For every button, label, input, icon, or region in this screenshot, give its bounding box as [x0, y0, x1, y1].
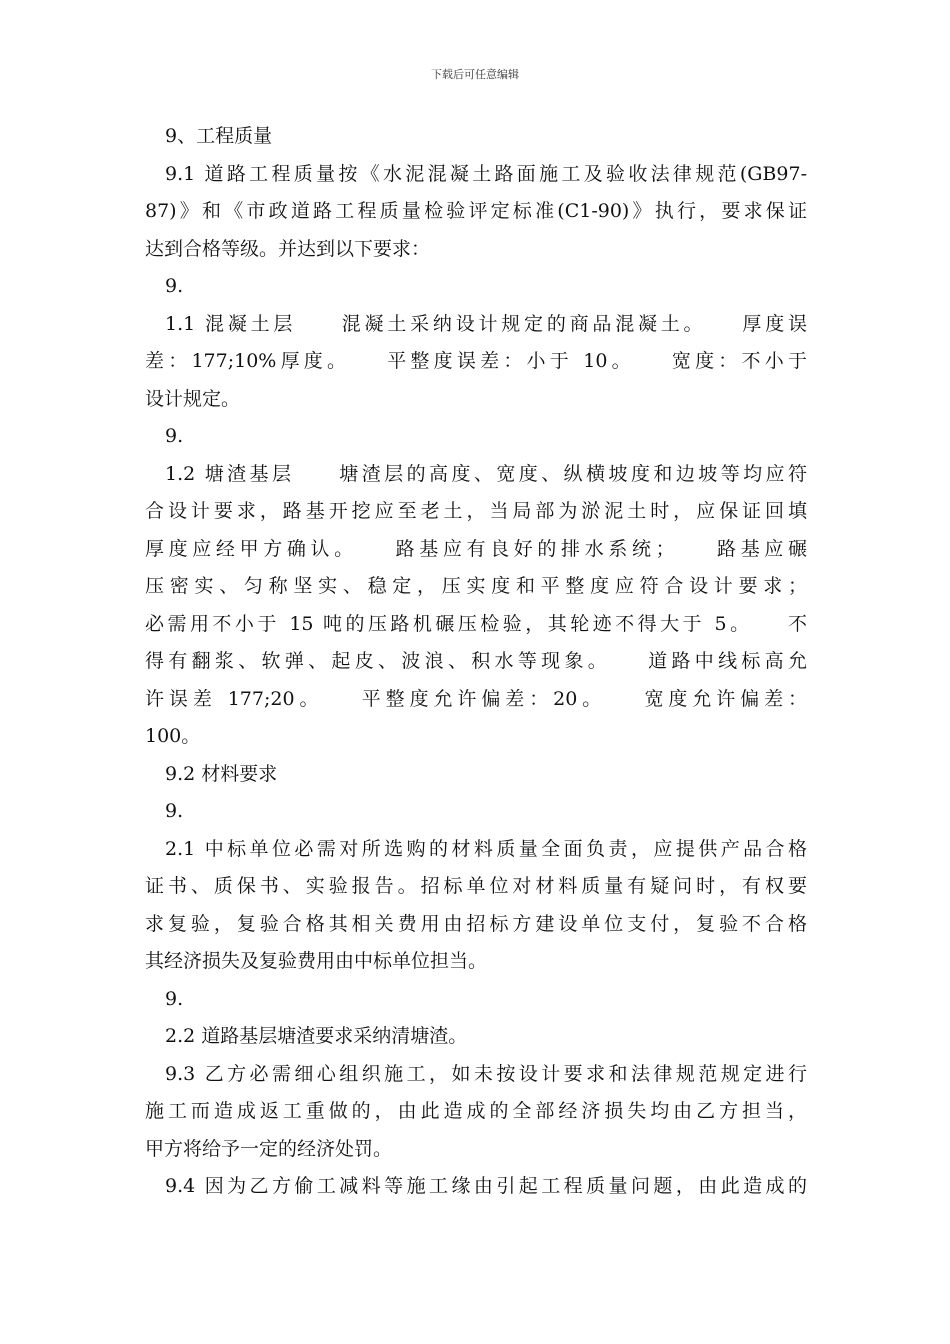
text-line: 9.: [165, 425, 184, 447]
text-line: 厚度应经甲方确认。 路基应有良好的排水系统； 路基应碾: [145, 537, 807, 560]
text-line: 9.4 因为乙方偷工减料等施工缘由引起工程质量问题，由此造成的: [165, 1175, 807, 1197]
text-line: 9.3 乙方必需细心组织施工，如未按设计要求和法律规范规定进行: [165, 1062, 807, 1085]
text-line: 甲方将给予一定的经济处罚。: [145, 1137, 393, 1160]
text-line: 得有翻浆、软弹、起皮、波浪、积水等现象。 道路中线标高允: [145, 650, 807, 672]
page-header: 下载后可任意编辑: [431, 68, 519, 81]
text-line: 施工而造成返工重做的，由此造成的全部经济损失均由乙方担当，: [145, 1100, 807, 1122]
text-line: 2.1 中标单位必需对所选购的材料质量全面负责，应提供产品合格: [165, 837, 807, 860]
text-line: 9.1 道路工程质量按《水泥混凝土路面施工及验收法律规范(GB97-: [165, 162, 807, 185]
text-line: 9.: [165, 800, 184, 822]
text-line: 合设计要求，路基开挖应至老土，当局部为淤泥土时，应保证回填: [145, 500, 807, 522]
text-line: 达到合格等级。并达到以下要求：: [145, 237, 431, 260]
text-line: 87)》和《市政道路工程质量检验评定标准(C1-90)》执行，要求保证: [145, 200, 807, 222]
text-line: 1.1 混凝土层 混凝土采纳设计规定的商品混凝土。 厚度误: [165, 312, 807, 335]
text-line: 证书、质保书、实验报告。招标单位对材料质量有疑问时，有权要: [145, 875, 807, 897]
text-line: 设计规定。: [145, 387, 241, 410]
text-line: 9.: [165, 987, 184, 1010]
text-line: 100。: [145, 725, 201, 747]
text-line: 压密实、匀称坚实、稳定，压实度和平整度应符合设计要求；: [145, 575, 807, 597]
text-line: 许误差 177;20。 平整度允许偏差：20。 宽度允许偏差：: [145, 687, 807, 710]
text-line: 差：177;10%厚度。 平整度误差：小于 10。 宽度：不小于: [145, 350, 807, 372]
text-line: 9.: [165, 275, 184, 297]
document-body: [145, 118, 807, 1206]
text-line: 9.2 材料要求: [165, 762, 278, 785]
text-line: 2.2 道路基层塘渣要求采纳清塘渣。: [165, 1025, 468, 1047]
text-line: 求复验，复验合格其相关费用由招标方建设单位支付，复验不合格: [145, 912, 807, 935]
text-line: 必需用不小于 15 吨的压路机碾压检验，其轮迹不得大于 5。 不: [145, 612, 807, 635]
text-line: 其经济损失及复验费用由中标单位担当。: [145, 950, 488, 972]
text-line: 9、工程质量: [165, 125, 273, 147]
text-line: 1.2 塘渣基层 塘渣层的高度、宽度、纵横坡度和边坡等均应符: [165, 462, 807, 485]
